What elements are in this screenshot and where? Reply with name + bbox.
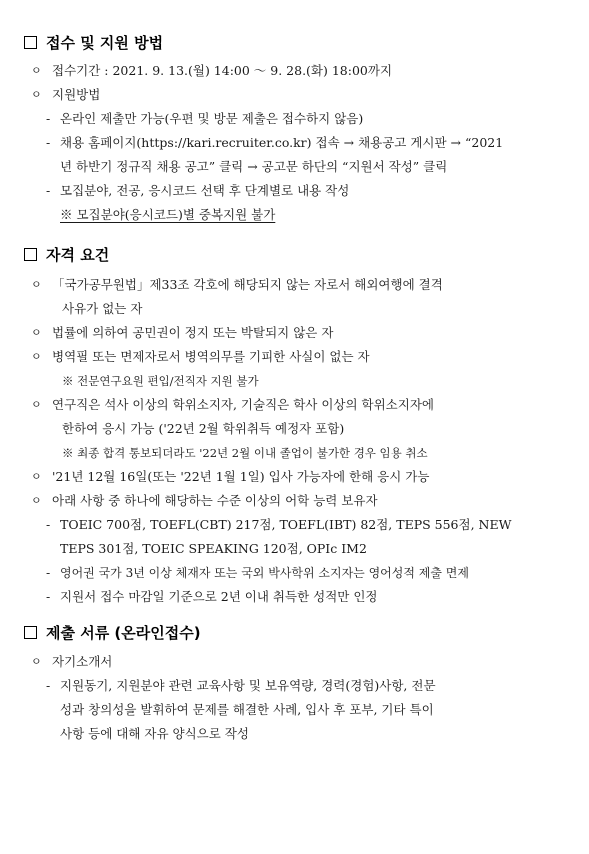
online-only: 온라인 제출만 가능(우편 및 방문 제출은 접수하지 않음) <box>60 111 364 126</box>
bullet-dash: - <box>46 111 51 126</box>
section-heading-documents: 제출 서류 (온라인접수) <box>24 622 201 644</box>
bullet-circle: ㅇ <box>31 494 42 507</box>
application-method: 지원방법 <box>52 87 101 102</box>
bullet-dash: - <box>46 565 51 580</box>
essay-desc-line-2: 성과 창의성을 발휘하여 문제를 해결한 사례, 입사 후 포부, 기타 특이 <box>60 702 434 717</box>
self-introduction: 자기소개서 <box>52 654 113 669</box>
checkbox-square-icon <box>24 36 37 49</box>
bullet-circle: ㅇ <box>31 655 42 668</box>
essay-desc-line-1: 지원동기, 지원분야 관련 교육사항 및 보유역량, 경력(경험)사항, 전문 <box>60 678 436 693</box>
checkbox-square-icon <box>24 626 37 639</box>
bullet-dash: - <box>46 135 51 150</box>
bullet-circle: ㅇ <box>31 470 42 483</box>
bullet-circle: ㅇ <box>31 350 42 363</box>
bullet-dash: - <box>46 183 51 198</box>
section-heading-qualifications: 자격 요건 <box>24 244 109 266</box>
recruit-site-line-2: 년 하반기 정규직 채용 공고” 클릭 → 공고문 하단의 “지원서 작성” 클릭 <box>60 159 448 174</box>
essay-desc-line-3: 사항 등에 대해 자유 양식으로 작성 <box>60 726 249 741</box>
bullet-circle: ㅇ <box>31 398 42 411</box>
section-heading-application: 접수 및 지원 방법 <box>24 32 163 54</box>
bullet-circle: ㅇ <box>31 326 42 339</box>
start-date: '21년 12월 16일(또는 '22년 1월 1일) 입사 가능자에 한해 응시 가능 <box>52 469 430 484</box>
bullet-circle: ㅇ <box>31 88 42 101</box>
score-validity: 지원서 접수 마감일 기준으로 2년 이내 취득한 성적만 인정 <box>60 589 378 604</box>
english-exemption: 영어권 국가 3년 이상 체재자 또는 국외 박사학위 소지자는 영어성적 제출 면제 <box>60 566 469 580</box>
civil-rights: 법률에 의하여 공민권이 정지 또는 박탈되지 않은 자 <box>52 325 334 340</box>
military-note: ※ 전문연구요원 편입/전직자 지원 불가 <box>62 374 259 388</box>
bullet-circle: ㅇ <box>31 64 42 77</box>
test-scores-line-2: TEPS 301점, TOEIC SPEAKING 120점, OPIc IM2 <box>60 541 367 556</box>
recruit-site-line-1: 채용 홈페이지(https://kari.recruiter.co.kr) 접속 → 채용공고 게시판 → “2021 <box>60 135 504 150</box>
checkbox-square-icon <box>24 248 37 261</box>
application-period: 접수기간 : 2021. 9. 13.(월) 14:00 ～ 9. 28.(화) 18:00까지 <box>52 63 393 78</box>
degree-note: ※ 최종 합격 통보되더라도 '22년 2월 이내 졸업이 불가한 경우 임용 취소 <box>62 446 428 460</box>
test-scores-line-1: TOEIC 700점, TOEFL(CBT) 217점, TOEFL(IBT) 82점, TEPS 556점, NEW <box>60 517 512 532</box>
select-steps: 모집분야, 전공, 응시코드 선택 후 단계별로 내용 작성 <box>60 183 350 198</box>
civil-law-line-2: 사유가 없는 자 <box>62 301 143 316</box>
civil-law-line-1: 「국가공무원법」제33조 각호에 해당되지 않는 자로서 해외여행에 결격 <box>52 277 443 292</box>
duplicate-notice: ※ 모집분야(응시코드)별 중복지원 불가 <box>60 207 276 222</box>
bullet-dash: - <box>46 678 51 693</box>
bullet-dash: - <box>46 589 51 604</box>
bullet-dash: - <box>46 517 51 532</box>
degree-line-2: 한하여 응시 가능 ('22년 2월 학위취득 예정자 포함) <box>62 421 345 436</box>
bullet-circle: ㅇ <box>31 278 42 291</box>
military-service: 병역필 또는 면제자로서 병역의무를 기피한 사실이 없는 자 <box>52 349 370 364</box>
language-requirement: 아래 사항 중 하나에 해당하는 수준 이상의 어학 능력 보유자 <box>52 493 378 508</box>
degree-line-1: 연구직은 석사 이상의 학위소지자, 기술직은 학사 이상의 학위소지자에 <box>52 397 434 412</box>
